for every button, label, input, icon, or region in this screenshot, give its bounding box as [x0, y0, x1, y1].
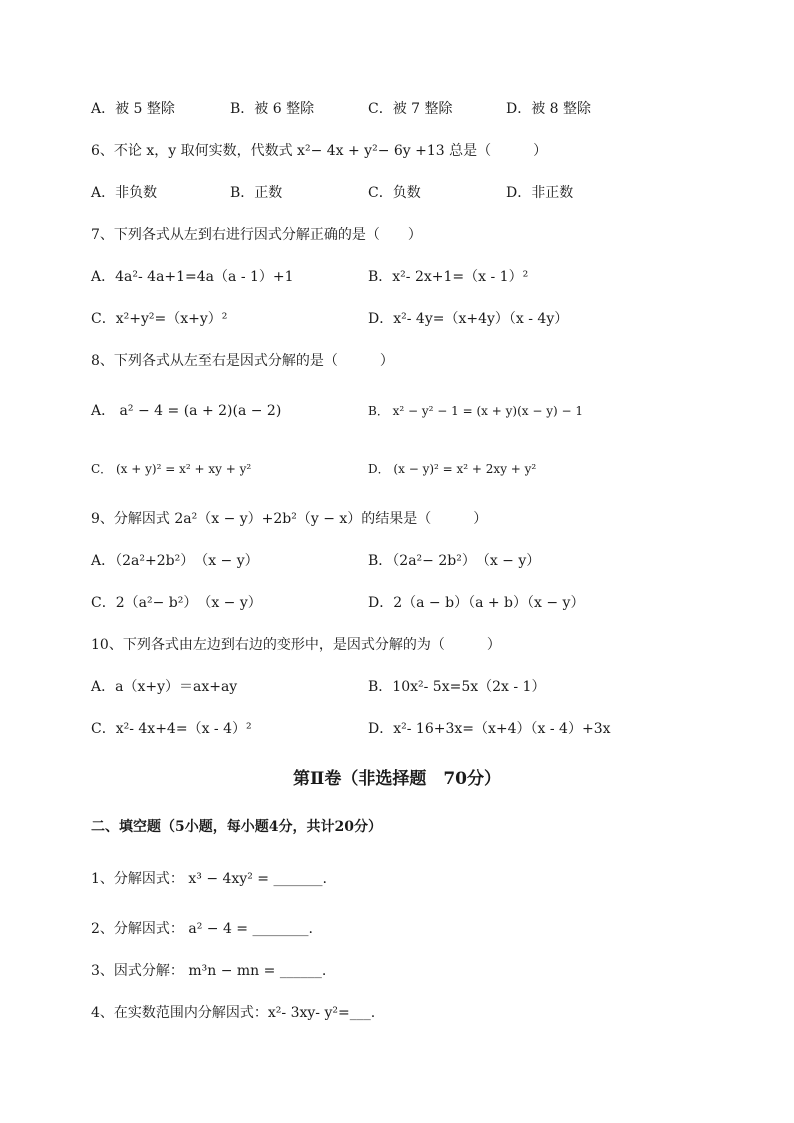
q10-option-a: A．a（x+y）＝ax+ay — [91, 679, 238, 695]
q8-option-b: B． x² − y² − 1 = (x + y)(x − y) − 1 — [368, 404, 583, 418]
q8-option-c: C． (x + y)² = x² + xy + y² — [91, 462, 252, 476]
fill-item-1: 1、分解因式： x³ − 4xy² = _______. — [91, 871, 327, 887]
q5-option-d: D．被 8 整除 — [506, 101, 592, 117]
q8-option-a: A． a² − 4 = (a + 2)(a − 2) — [91, 403, 282, 419]
q6-stem: 6、不论 x，y 取何实数，代数式 x²− 4x + y²− 6y +13 总是（ ） — [91, 143, 548, 159]
q6-option-b: B．正数 — [230, 185, 283, 201]
q6-option-d: D．非正数 — [506, 185, 574, 201]
q10-option-d: D．x²- 16+3x=（x+4）（x - 4）+3x — [368, 721, 611, 737]
q5-option-a: A．被 5 整除 — [91, 101, 175, 117]
q6-option-c: C．负数 — [368, 185, 421, 201]
q10-stem: 10、下列各式由左边到右边的变形中，是因式分解的为（ ） — [91, 637, 501, 653]
q10-option-c: C．x²- 4x+4=（x - 4）² — [91, 721, 252, 737]
q9-option-a: A．（2a²+2b²） （x − y） — [91, 553, 259, 569]
q9-stem: 9、分解因式 2a²（x − y）+2b²（y − x）的结果是（ ） — [91, 511, 488, 527]
q6-option-a: A．非负数 — [91, 185, 158, 201]
q5-option-b: B．被 6 整除 — [230, 101, 315, 117]
q7-option-b: B．x²- 2x+1=（x - 1）² — [368, 269, 529, 285]
q7-option-d: D．x²- 4y=（x+4y）（x - 4y） — [368, 311, 569, 327]
fill-item-3: 3、因式分解： m³n − mn = ______. — [91, 963, 327, 979]
fill-item-4: 4、在实数范围内分解因式：x²- 3xy- y²=___. — [91, 1005, 376, 1021]
q7-option-a: A．4a²- 4a+1=4a（a - 1）+1 — [91, 269, 294, 285]
q5-option-c: C．被 7 整除 — [368, 101, 453, 117]
q9-option-d: D．2（a − b）（a + b）（x − y） — [368, 595, 585, 611]
q9-option-b: B．（2a²− 2b²） （x − y） — [368, 553, 541, 569]
q7-stem: 7、下列各式从左到右进行因式分解正确的是（ ） — [91, 227, 422, 243]
q8-stem: 8、下列各式从左至右是因式分解的是（ ） — [91, 353, 394, 369]
fill-in-section-heading: 二、填空题（5小题，每小题4分，共计20分） — [91, 819, 382, 835]
q9-option-c: C．2（a²− b²） （x − y） — [91, 595, 262, 611]
q10-option-b: B．10x²- 5x=5x（2x - 1） — [368, 679, 546, 695]
q7-option-c: C．x²+y²=（x+y）² — [91, 311, 228, 327]
q8-option-d: D． (x − y)² = x² + 2xy + y² — [368, 462, 537, 476]
part2-title: 第Ⅱ卷（非选择题 70分） — [293, 769, 501, 789]
fill-item-2: 2、分解因式： a² − 4 = ________. — [91, 921, 313, 937]
